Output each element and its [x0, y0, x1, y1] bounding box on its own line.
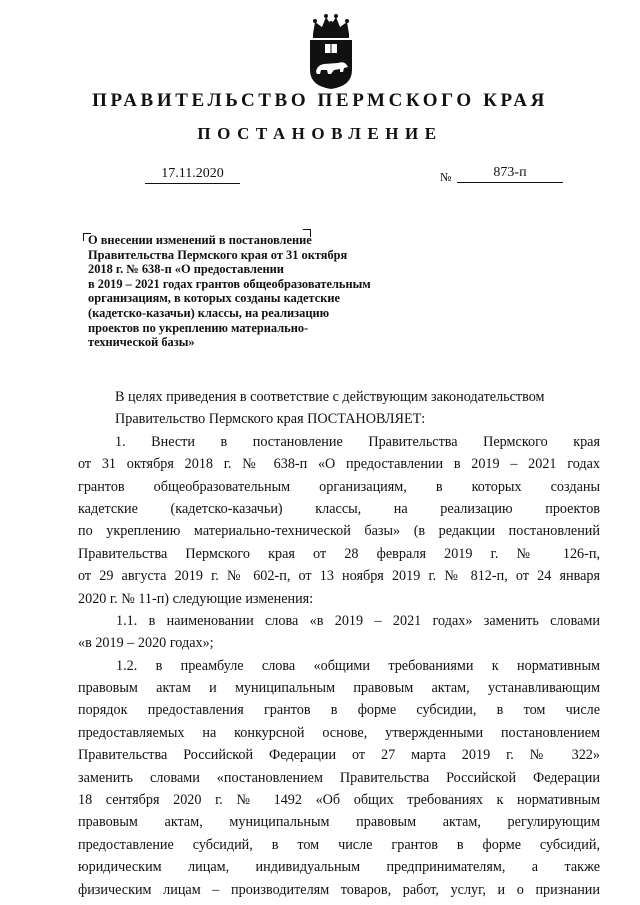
body-line: от 29 августа 2019 г. № 602-п, от 13 ноября 2019 г. № 812-п, от 24 января	[78, 568, 600, 585]
body-line: по укреплению материально-технической базы» (в редакции постановлений	[78, 523, 600, 540]
subject-block	[88, 233, 448, 350]
body-line: 1. Внести в постановление Правительства Пермского края	[115, 433, 600, 450]
body-line: физическим лицам – производителям товаров, работ, услуг, и о признании	[78, 881, 600, 898]
body-line: юридическим лицам, индивидуальным предпринимателям, а также	[78, 859, 600, 876]
body-line: Правительства Пермского края от 28 февраля 2019 г. № 126-п,	[78, 545, 600, 562]
subject-line: проектов по укреплению материально-	[88, 320, 309, 335]
body-line: заменить словами «постановлением Правительства Российской Федерации	[78, 769, 600, 786]
body-line: Правительства Российской Федерации от 27 марта 2019 г. № 322»	[78, 747, 600, 764]
body-line: порядок предоставления грантов в форме субсидии, в том числе	[78, 702, 600, 719]
body-line: Правительство Пермского края ПОСТАНОВЛЯЕТ:	[115, 411, 426, 428]
document-date: 17.11.2020	[145, 166, 240, 184]
body-line: от 31 октября 2018 г. № 638-п «О предоставлении в 2019 – 2021 годах	[78, 456, 600, 473]
body-line: 2020 г. № 11-п) следующие изменения:	[78, 590, 314, 607]
subject-line: Правительства Пермского края от 31 октября	[88, 247, 348, 262]
document-number: 873-п	[457, 165, 563, 183]
document-type: ПОСТАНОВЛЕНИЕ	[197, 124, 443, 143]
document-body	[78, 386, 600, 901]
body-line: 1.1. в наименовании слова «в 2019 – 2021 годах» заменить словами	[116, 612, 600, 629]
body-line: правовым актам и муниципальным правовым актам, устанавливающим	[78, 680, 600, 697]
subject-line: в 2019 – 2021 годах грантов общеобразовательным	[88, 276, 371, 291]
body-line: предоставляемых на конкурсной основе, утвержденными постановлением	[78, 724, 600, 741]
subject-line: О внесении изменений в постановление	[88, 233, 312, 247]
body-line: правовым актам, муниципальным правовым актам, регулирующим	[78, 814, 600, 831]
body-line: 18 сентября 2020 г. № 1492 «Об общих требованиях к нормативным	[78, 792, 600, 809]
body-line: грантов общеобразовательным организациям, в которых созданы	[78, 478, 600, 495]
body-line: предоставление субсидий, в том числе грантов в форме субсидий,	[78, 836, 600, 853]
number-sign: №	[440, 170, 452, 184]
subject-line: технической базы»	[88, 335, 195, 350]
body-line: В целях приведения в соответствие с действующим законодательством	[115, 389, 545, 405]
body-line: «в 2019 – 2020 годах»;	[78, 635, 214, 652]
subject-line: организациям, в которых созданы кадетские	[88, 291, 341, 306]
body-line: 1.2. в преамбуле слова «общими требованиями к нормативным	[116, 657, 600, 674]
body-line: кадетские (кадетско-казачьи) классы, на реализацию проектов	[78, 500, 600, 517]
government-title: ПРАВИТЕЛЬСТВО ПЕРМСКОГО КРАЯ	[92, 90, 548, 111]
subject-line: 2018 г. № 638-п «О предоставлении	[88, 262, 284, 277]
coat-of-arms-icon	[303, 12, 359, 90]
subject-line: (кадетско-казачьи) классы, на реализацию	[88, 305, 330, 320]
